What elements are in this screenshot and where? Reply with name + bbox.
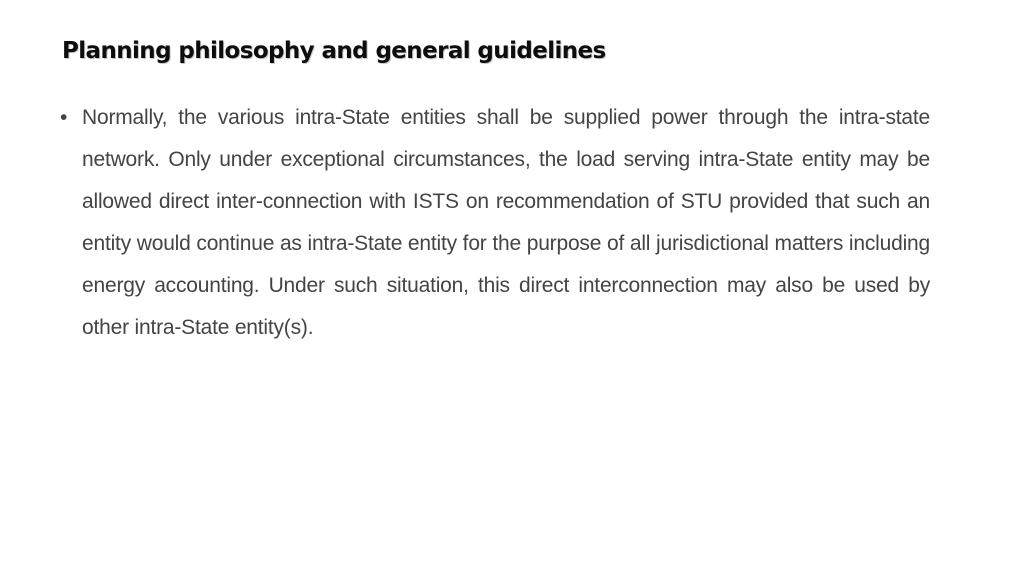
bullet-marker: •: [60, 106, 68, 129]
bullet-text: Normally, the various intra-State entities shall be supplied power through the intra-state network. Only under exceptional circumstances, the load serving intra-State entity may be allowed direct inter-connection with ISTS on recommendation of STU provided that such an entity would continue as intra-State entity for the purpose of all jurisdictional matters including energy accounting. Under such situation, this direct interconnection may also be used by other intra-State entity(s).: [82, 106, 930, 339]
bullet-list: [60, 97, 930, 349]
bullet-item: [60, 97, 930, 349]
slide-title: Planning philosophy and general guidelines: [62, 38, 606, 64]
